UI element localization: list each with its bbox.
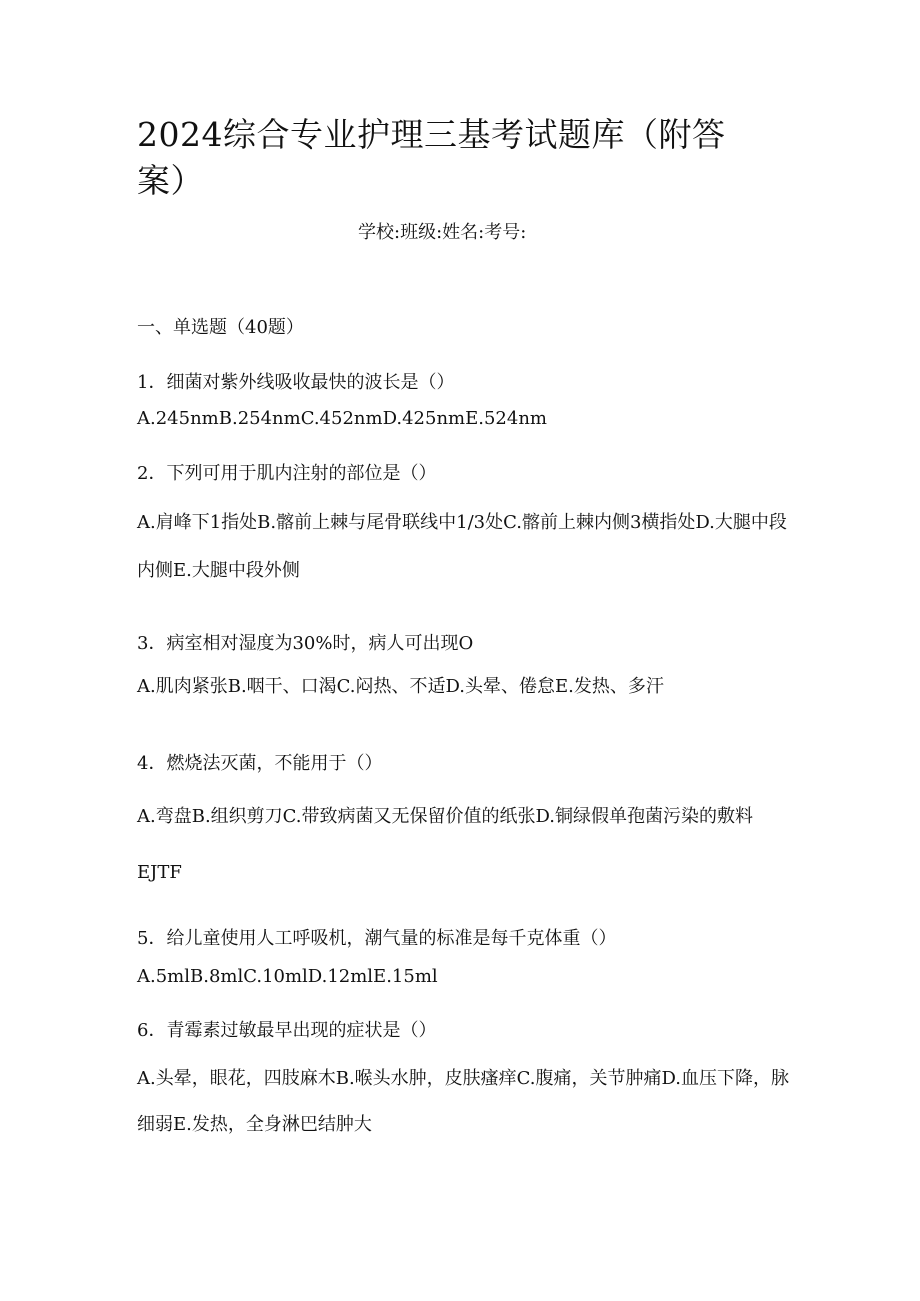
question-options: A.5mlB.8mlC.10mlD.12mlE.15ml	[137, 966, 438, 987]
question-options: A.弯盘B.组织剪刀C.带致病菌又无保留价值的纸张D.铜绿假单孢菌污染的敷料EJTF	[137, 806, 754, 883]
document-title: 2024综合专业护理三基考试题库（附答案）	[137, 115, 726, 200]
question-stem: 2．下列可用于肌内注射的部位是（）	[137, 463, 437, 484]
question-options: A.头晕，眼花，四肢麻木B.喉头水肿，皮肤瘙痒C.腹痛，关节肿痛D.血压下降，脉细弱E.发热，全身淋巴结肿大	[137, 1068, 790, 1135]
question-2	[137, 461, 797, 595]
question-5	[137, 926, 797, 990]
question-stem: 5．给儿童使用人工呼吸机，潮气量的标准是每千克体重（）	[137, 928, 617, 949]
question-3	[137, 631, 797, 700]
question-options: A.肌肉紧张B.咽干、口渴C.闷热、不适D.头晕、倦怠E.发热、多汗	[137, 676, 664, 697]
question-stem: 6．青霉素过敏最早出现的症状是（）	[137, 1020, 437, 1041]
student-info-line: 学校:班级:姓名:考号:	[358, 222, 527, 243]
question-1	[137, 370, 797, 432]
question-stem: 1．细菌对紫外线吸收最快的波长是（）	[137, 372, 455, 393]
question-4	[137, 751, 797, 901]
section-heading: 一、单选题（40题）	[137, 317, 304, 338]
question-options: A.245nmB.254nmC.452nmD.425nmE.524nm	[137, 408, 547, 429]
question-stem: 4．燃烧法灭菌，不能用于（）	[137, 753, 383, 774]
question-options: A.肩峰下1指处B.髂前上棘与尾骨联线中1/3处C.髂前上棘内侧3横指处D.大腿中段内侧E.大腿中段外侧	[137, 512, 787, 581]
question-6	[137, 1018, 797, 1148]
question-stem: 3．病室相对湿度为30%时，病人可出现O	[137, 633, 474, 654]
